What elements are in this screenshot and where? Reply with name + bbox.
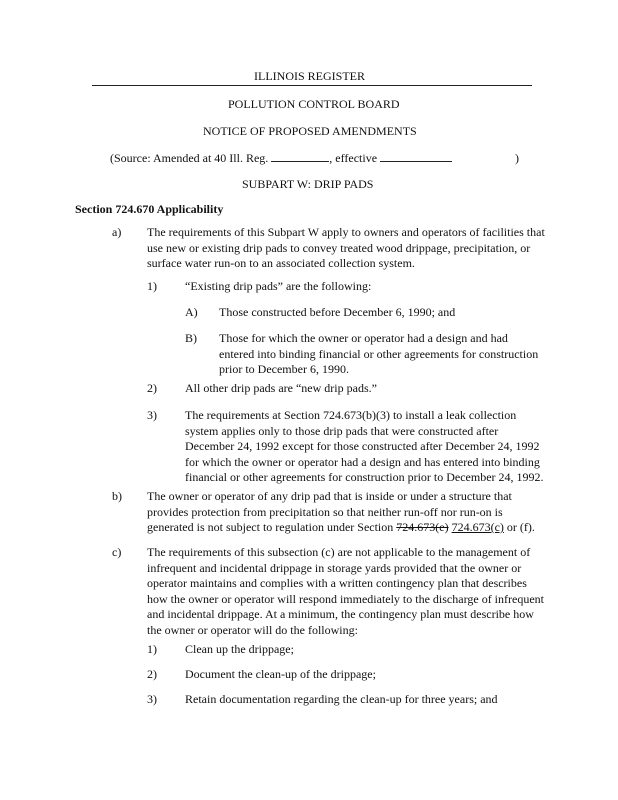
source-prefix: (Source: Amended at 40 Ill. Reg. [110, 151, 269, 165]
source-line [110, 150, 519, 166]
item-c3-text: Retain documentation regarding the clean-up for three years; and [185, 692, 498, 706]
subsection-c-label: c) [112, 545, 122, 559]
section-title: Section 724.670 Applicability [75, 202, 224, 216]
subsection-c-text: The requirements of this subsection (c) are not applicable to the management of infrequent and incidental drippage in storage yards provided that the owner or operator maintains and complies with a written contingency plan that describes how the owner or operator will respond immediately to the discharge of infrequent and incidental drippage. At a minimum, the contingency plan must describe how the owner or operator will do the following: [147, 545, 544, 637]
notice-heading: NOTICE OF PROPOSED AMENDMENTS [203, 124, 417, 138]
item-a2-text: All other drip pads are “new drip pads.” [185, 381, 377, 395]
source-effective: , effective [329, 151, 378, 165]
item-c2-label: 2) [147, 667, 157, 681]
register-heading: ILLINOIS REGISTER [254, 69, 365, 83]
item-c1-text: Clean up the drippage; [185, 642, 294, 656]
item-a1B-text: Those for which the owner or operator had a design and had entered into binding financial or other agreements for construction prior to December 6, 1990. [219, 331, 539, 376]
item-a1-label: 1) [147, 279, 157, 293]
item-a1-text: “Existing drip pads” are the following: [185, 279, 372, 293]
source-close: ) [515, 151, 520, 165]
subpart-heading: SUBPART W: DRIP PADS [242, 177, 374, 191]
struck-citation: 724.673(e) [396, 520, 449, 534]
item-c3-label: 3) [147, 692, 157, 706]
item-a3-text: The requirements at Section 724.673(b)(3) to install a leak collection system applies only to those drip pads that were constructed after December 24, 1992 except for those constructed after December 24, 1992 for which the owner or operator had a design and has entered into binding financial or other agreements for construction prior to December 24, 1992. [185, 408, 544, 484]
item-a2-label: 2) [147, 381, 157, 395]
item-a1B-label: B) [185, 331, 197, 345]
effective-blank [380, 150, 452, 162]
subsection-b-text [147, 489, 543, 536]
subsection-b-label: b) [112, 489, 122, 503]
item-a1A-label: A) [185, 305, 198, 319]
item-a1A-text: Those constructed before December 6, 1990; and [219, 305, 456, 319]
subsection-b-body: The owner or operator of any drip pad that is inside or under a structure that provides protection from precipitation so that neither run-off nor run-on is generated is not subject to regulation under Section [147, 489, 512, 534]
inserted-citation: 724.673(c) [451, 520, 504, 534]
reg-blank [271, 150, 329, 162]
header-rule [92, 85, 532, 86]
subsection-b-tail: or (f). [506, 520, 535, 534]
item-c2-text: Document the clean-up of the drippage; [185, 667, 376, 681]
subsection-a-label: a) [112, 225, 122, 239]
item-c1-label: 1) [147, 642, 157, 656]
board-heading: POLLUTION CONTROL BOARD [228, 97, 400, 111]
subsection-a-text: The requirements of this Subpart W apply to owners and operators of facilities that use new or existing drip pads to convey treated wood drippage, precipitation, or surface water run-on to an associated collection system. [147, 225, 545, 270]
item-a3-label: 3) [147, 408, 157, 422]
